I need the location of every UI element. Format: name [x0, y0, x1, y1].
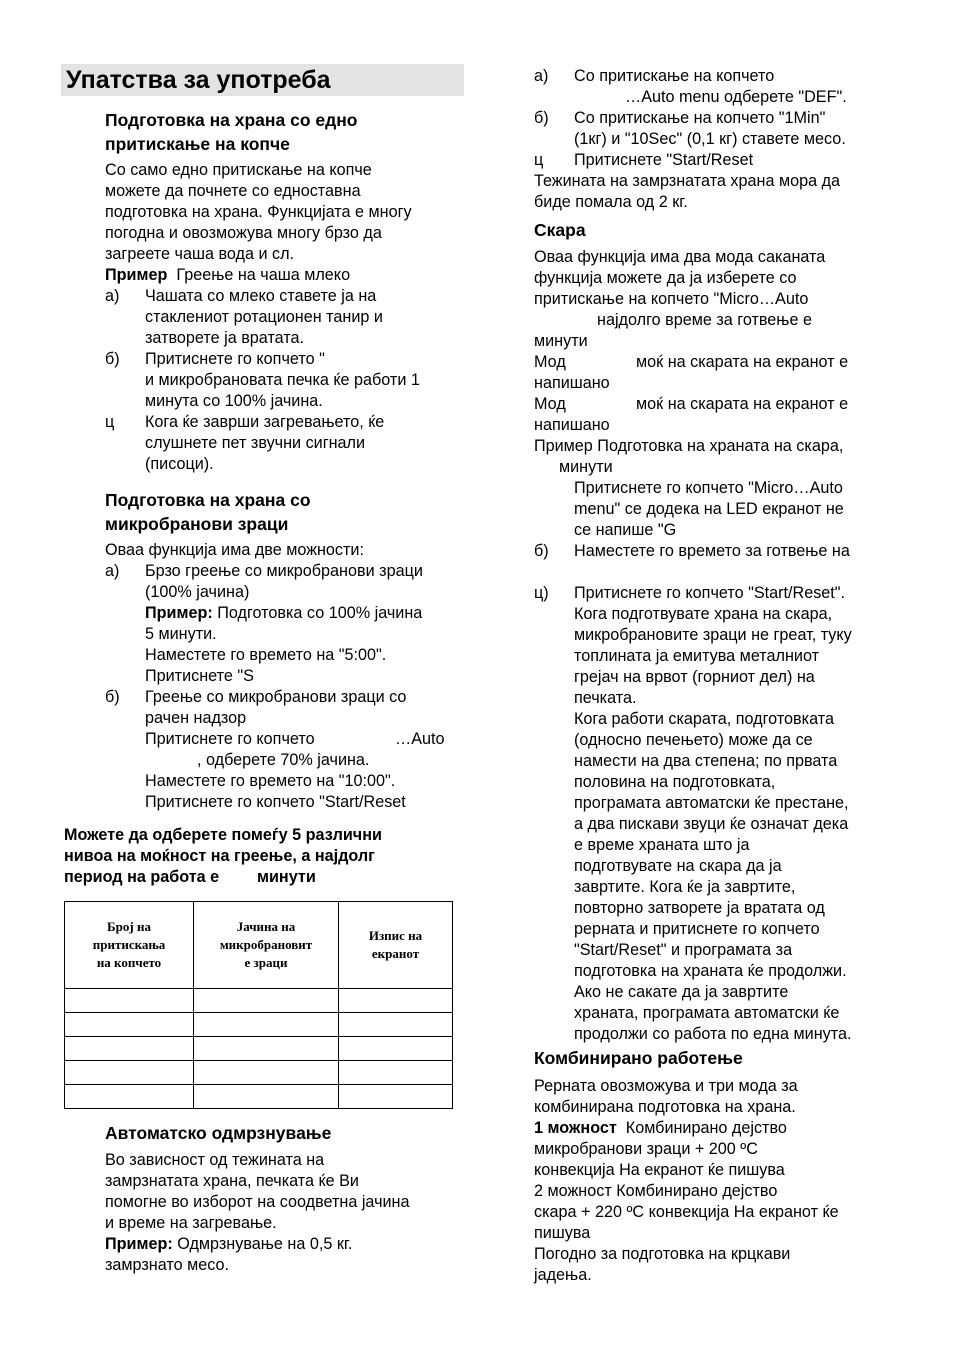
paragraph-line: биде помала од 2 кг.	[534, 193, 688, 211]
option-text: Комбинирано дејство	[625, 1119, 787, 1137]
paragraph-line: помогне во изборот на соодветна јачина	[105, 1193, 410, 1211]
section-heading-microwave-line2: микробранови зраци	[105, 514, 289, 534]
list-item-line: а два пискави звуци ќе означат дека	[574, 815, 849, 833]
paragraph-line: Тежината на замрзнатата храна мора да	[534, 172, 841, 190]
section-heading-defrost: Автоматско одмрзнување	[105, 1123, 332, 1143]
list-item-line: и микробрановата печка ќе работи 1	[145, 371, 420, 389]
list-item-line: 5 минути.	[145, 625, 217, 643]
power-levels-table	[64, 901, 453, 1109]
table-header-cell	[194, 902, 339, 989]
table-cell	[65, 1061, 194, 1085]
list-marker: б)	[534, 542, 549, 560]
table-header-row	[65, 902, 453, 989]
list-item-line: половина на подготовката,	[574, 773, 776, 791]
power-levels-note-line: период на работа е	[64, 868, 220, 886]
mode-text: напишано	[534, 416, 610, 434]
list-item-line: слушнете пет звучни сигнали	[145, 434, 366, 452]
header-text: е зраци	[244, 955, 288, 970]
paragraph-line: замрзнатата храна, печката ќе Ви	[105, 1172, 359, 1190]
example-text: Одмрзнување на 0,5 кг.	[177, 1235, 353, 1253]
table-cell	[194, 1037, 339, 1061]
example-line	[145, 603, 422, 624]
header-text: микробрановит	[219, 937, 313, 952]
list-item-line: грејач на врвот (горниот дел) на	[574, 668, 815, 686]
paragraph-line: конвекција На екранот ќе пишува	[534, 1161, 785, 1179]
paragraph-line: минути	[534, 332, 588, 350]
paragraph-line: 2 можност Комбинирано дејство	[534, 1182, 778, 1200]
paragraph-line: микробранови зраци + 200 ºC	[534, 1140, 758, 1158]
paragraph-line: погодна и овозможува многу брзо да	[105, 224, 382, 242]
option-line	[534, 1118, 787, 1139]
list-item-line: храната, програмата автоматски ќе	[574, 1004, 840, 1022]
list-item-line: Притиснете го копчето "Start/Reset".	[574, 584, 846, 602]
list-marker: ц	[105, 413, 115, 431]
table-cell	[65, 1013, 194, 1037]
header-text: на копчето	[96, 955, 162, 970]
list-item-line: рерната и притиснете го копчето	[574, 920, 820, 938]
list-item-line: Чашата со млеко ставете ја на	[145, 287, 377, 305]
list-item-line: Наместете го времето на "10:00".	[145, 772, 396, 790]
table-cell	[194, 1085, 339, 1109]
example-text: Греење на чаша млеко	[176, 266, 351, 284]
list-marker: б)	[105, 688, 120, 706]
header-text: Број на	[107, 919, 151, 934]
paragraph-line: Погодно за подготовка на крцкави	[534, 1245, 791, 1263]
table-row	[65, 1013, 453, 1037]
list-item-line: топлината ја емитува металниот	[574, 647, 820, 665]
section-heading-combi: Комбинирано работење	[534, 1048, 743, 1068]
list-item-line: продолжи со работа по една минута.	[574, 1025, 852, 1043]
section-heading-one-touch-line2: притискање на копче	[105, 134, 290, 154]
list-item-line: Притиснете "S	[145, 667, 254, 685]
list-item-line: затворете ја вратата.	[145, 329, 305, 347]
example-text: Подготовка со 100% јачина	[217, 604, 423, 622]
header-text: Изпис на	[368, 928, 423, 943]
paragraph-line: загреете чаша вода и сл.	[105, 245, 295, 263]
list-item-line: Притиснете го копчето "Start/Reset	[145, 793, 406, 811]
list-item-line: Кога работи скарата, подготовката	[574, 710, 834, 728]
table-cell	[339, 1061, 453, 1085]
list-item-line: Кога подготвувате храна на скара,	[574, 605, 833, 623]
paragraph-line: Со само едно притискање на копче	[105, 161, 372, 179]
list-marker: a)	[105, 287, 120, 305]
example-line: минути	[559, 458, 613, 476]
header-text: Јачина на	[236, 919, 296, 934]
list-item-line: , одберете 70% јачина.	[197, 751, 370, 769]
paragraph-line: скара + 220 ºC конвекција На екранот ќе	[534, 1203, 839, 1221]
list-item-line: намести на два степена; по првата	[574, 752, 838, 770]
page-title: Упатства за употреба	[66, 66, 331, 94]
table-cell	[65, 989, 194, 1013]
paragraph-line: комбинирана подготовка на храна.	[534, 1098, 796, 1116]
table-cell	[65, 1085, 194, 1109]
list-marker: а)	[105, 562, 120, 580]
table-cell	[339, 989, 453, 1013]
list-item-line: Ако не сакате да ја завртите	[574, 983, 789, 1001]
paragraph-line: притискање на копчето "Micro…Auto	[534, 290, 809, 308]
list-marker: б)	[105, 350, 120, 368]
list-item-line: Притиснете го копчето "Micro…Auto	[574, 479, 843, 497]
table-row	[65, 989, 453, 1013]
paragraph-line: Во зависност од тежината на	[105, 1151, 325, 1169]
list-item-line: Притиснете го копчето	[145, 730, 315, 748]
list-marker: б)	[534, 109, 549, 127]
paragraph-line: и време на загревање.	[105, 1214, 277, 1232]
list-item-line: рачен надзор	[145, 709, 247, 727]
list-item-line: Брзо греење со микробранови зраци	[145, 562, 423, 580]
list-marker: ц)	[534, 584, 549, 602]
list-item-line: menu" се додека на LED екранот не	[574, 500, 844, 518]
list-item-line: Кога ќе заврши загревањето, ќе	[145, 413, 385, 431]
list-item-line: програмата автоматски ќе престане,	[574, 794, 849, 812]
paragraph-line: најдолго време за готвење е	[597, 311, 812, 329]
list-marker: а)	[534, 67, 549, 85]
paragraph-line: функција можете да ја изберете со	[534, 269, 797, 287]
table-cell	[194, 1061, 339, 1085]
list-item-line: (100% јачина)	[145, 583, 250, 601]
list-item-line: Притиснете "Start/Reset	[574, 151, 754, 169]
example-line: Пример Подготовка на храната на скара,	[534, 437, 844, 455]
header-text: притискања	[92, 937, 166, 952]
example-line	[105, 265, 350, 286]
list-item-line: подготовка на храната ќе продолжи.	[574, 962, 847, 980]
power-levels-note-fragment: минути	[257, 868, 316, 886]
mode-text: моќ на скарата на екранот е	[636, 395, 849, 413]
list-item-line: подготвувате на скара да ја	[574, 857, 782, 875]
example-label: Пример	[105, 266, 168, 284]
list-item-line: стаклениот ротационен танир и	[145, 308, 383, 326]
paragraph-line: Рерната овозможува и три мода за	[534, 1077, 798, 1095]
list-item-line: е време храната што ја	[574, 836, 750, 854]
table-row	[65, 1085, 453, 1109]
mode-text: напишано	[534, 374, 610, 392]
paragraph-line: јадења.	[534, 1266, 592, 1284]
list-marker: ц	[534, 151, 544, 169]
list-item-line: (односно печењето) може да се	[574, 731, 813, 749]
list-item-line: (писоци).	[145, 455, 214, 473]
list-item-line: Наместете го времето за готвење на	[574, 542, 850, 560]
list-item-line: Наместете го времето на "5:00".	[145, 646, 387, 664]
paragraph-line: Оваа функција има две можности:	[105, 541, 364, 559]
list-item-line: Притиснете го копчето "	[145, 350, 325, 368]
list-item-line: (1кг) и "10Sec" (0,1 кг) ставете месо.	[574, 130, 846, 148]
list-item-line: минута со 100% јачина.	[145, 392, 323, 410]
list-item-line: "Start/Reset" и програмата за	[574, 941, 793, 959]
list-item-line: печката.	[574, 689, 637, 707]
option-label: 1 можност	[534, 1119, 617, 1137]
table-cell	[65, 1037, 194, 1061]
table-cell	[339, 1085, 453, 1109]
power-levels-note: Можете да одберете помеѓу 5 различни	[64, 826, 382, 844]
list-item-line: се напише "G	[574, 521, 677, 539]
paragraph-line: Оваа функција има два мода саканата	[534, 248, 826, 266]
table-header-cell	[65, 902, 194, 989]
list-item-line: микробрановите зраци не греат, туку	[574, 626, 852, 644]
paragraph-line: пишува	[534, 1224, 591, 1242]
mode-text: моќ на скарата на екранот е	[636, 353, 849, 371]
table-cell	[194, 989, 339, 1013]
list-item-line: завртите. Кога ќе ја завртите,	[574, 878, 796, 896]
section-heading-one-touch: Подготовка на храна со едно	[105, 110, 358, 130]
table-row	[65, 1061, 453, 1085]
power-levels-note-line: нивоа на моќност на греење, а најдолг	[64, 847, 375, 865]
table-cell	[194, 1013, 339, 1037]
header-text: екранот	[371, 946, 420, 961]
list-item-line: повторно затворете ја вратата од	[574, 899, 825, 917]
list-item-line: Греење со микробранови зраци со	[145, 688, 407, 706]
table-cell	[339, 1037, 453, 1061]
example-label: Пример:	[105, 1235, 173, 1253]
mode-label: Мод	[534, 395, 566, 413]
list-item-line: …Auto menu одберете "DEF".	[625, 88, 847, 106]
example-label: Пример:	[145, 604, 213, 622]
section-heading-grill: Скара	[534, 220, 586, 240]
example-line	[105, 1234, 352, 1255]
paragraph-line: подготовка на храна. Функцијата е многу	[105, 203, 412, 221]
table-header-cell	[339, 902, 453, 989]
paragraph-line: можете да почнете со едноставна	[105, 182, 361, 200]
section-heading-microwave: Подготовка на храна со	[105, 490, 311, 510]
list-item-fragment: …Auto	[395, 730, 445, 748]
list-item-line: Со притискање на копчето "1Min"	[574, 109, 826, 127]
mode-label: Мод	[534, 353, 566, 371]
paragraph-line: замрзнато месо.	[105, 1256, 230, 1274]
list-item-line: Со притискање на копчето	[574, 67, 775, 85]
table-cell	[339, 1013, 453, 1037]
table-row	[65, 1037, 453, 1061]
